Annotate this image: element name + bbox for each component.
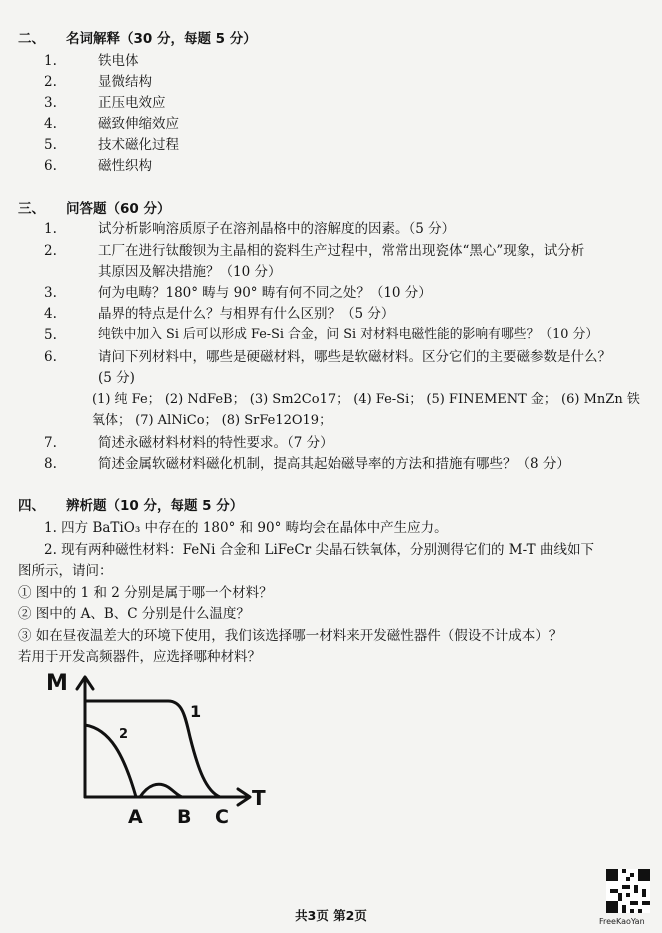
curve-2: [85, 725, 136, 797]
analysis-question-cont: 图所示，请问：: [18, 563, 113, 579]
question-number: 7.: [44, 435, 57, 451]
point-b-label: B: [177, 806, 192, 828]
y-axis-label: M: [46, 671, 68, 696]
term-text: 正压电效应: [98, 95, 166, 111]
m-t-curve-figure: [40, 665, 280, 830]
question-text: 简述永磁材料材料的特性要求。（7 分）: [98, 435, 334, 451]
question-number: 2.: [44, 243, 57, 259]
term-text: 显微结构: [98, 74, 152, 90]
page-footer: 共3页 第2页: [295, 908, 367, 923]
section2-number: 二、: [18, 31, 45, 47]
question-number: 6.: [44, 349, 57, 365]
point-c-label: C: [215, 806, 229, 828]
term-text: 铁电体: [98, 53, 139, 69]
section4-number: 四、: [18, 498, 45, 514]
question-text: 请问下列材料中，哪些是硬磁材料，哪些是软磁材料。区分它们的主要磁参数是什么？: [98, 349, 611, 365]
sub-question: ① 图中的 1 和 2 分别是属于哪一个材料？: [18, 585, 273, 601]
sub-question: ③ 如在昼夜温差大的环境下使用，我们该选择哪一材料来开发磁性器件（假设不计成本）？: [18, 628, 563, 644]
qr-code: [606, 869, 650, 913]
term-text: 磁致伸缩效应: [98, 116, 179, 132]
question-text: 工厂在进行钛酸钡为主晶相的瓷料生产过程中，常常出现瓷体“黑心”现象，试分析: [98, 243, 585, 259]
question-number: 4.: [44, 306, 57, 322]
question-number: 3.: [44, 285, 57, 301]
curve-1-label: 1: [190, 702, 202, 721]
question-number: 5.: [44, 327, 57, 343]
term-number: 3.: [44, 95, 57, 111]
section3-number: 三、: [18, 201, 45, 217]
term-text: 磁性织构: [98, 158, 152, 174]
x-axis-label: T: [252, 786, 266, 810]
question-text-cont: 其原因及解决措施？（10 分）: [98, 264, 282, 280]
question-text: 何为电畴？180° 畴与 90° 畴有何不同之处？（10 分）: [98, 285, 432, 301]
question-text: 纯铁中加入 Si 后可以形成 Fe-Si 合金，问 Si 对材料电磁性能的影响有哪些？（10 分）: [98, 327, 599, 342]
term-number: 1.: [44, 53, 57, 69]
section4-title: 辨析题（10 分，每题 5 分）: [66, 498, 244, 514]
question-number: 1.: [44, 221, 57, 237]
term-number: 6.: [44, 158, 57, 174]
analysis-question: 1. 四方 BaTiO₃ 中存在的 180° 和 90° 畴均会在晶体中产生应力。: [44, 520, 448, 536]
question-text: 试分析影响溶质原子在溶剂晶格中的溶解度的因素。（5 分）: [98, 221, 456, 237]
term-number: 4.: [44, 116, 57, 132]
section2-title: 名词解释（30 分，每题 5 分）: [66, 31, 257, 47]
sub-question: ② 图中的 A、B、C 分别是什么温度？: [18, 606, 250, 622]
term-number: 2.: [44, 74, 57, 90]
question-number: 8.: [44, 456, 57, 472]
sub-question-cont: 若用于开发高频器件，应选择哪种材料？: [18, 649, 261, 665]
term-text: 技术磁化过程: [98, 137, 179, 153]
point-a-label: A: [128, 806, 143, 828]
question-text-cont: (5 分): [98, 370, 135, 386]
question-text: 晶界的特点是什么？与相界有什么区别？（5 分）: [98, 306, 395, 322]
materials-list-cont: 氧体； (7) AlNiCo； (8) SrFe12O19；: [92, 413, 333, 428]
materials-list: (1) 纯 Fe； (2) NdFeB； (3) Sm2Co17； (4) Fe-Si； (5) FINEMENT 金； (6) MnZn 铁: [92, 392, 640, 407]
question-text: 简述金属软磁材料磁化机制，提高其起始磁导率的方法和措施有哪些？（8 分）: [98, 456, 570, 472]
section3-title: 问答题（60 分）: [66, 201, 171, 217]
curve-hump: [140, 784, 182, 797]
watermark-text: FreeKaoYan: [599, 917, 645, 926]
curve-2-label: 2: [119, 727, 129, 742]
analysis-question: 2. 现有两种磁性材料：FeNi 合金和 LiFeCr 尖晶石铁氧体，分别测得它们的 M-T 曲线如下: [44, 542, 594, 558]
term-number: 5.: [44, 137, 57, 153]
